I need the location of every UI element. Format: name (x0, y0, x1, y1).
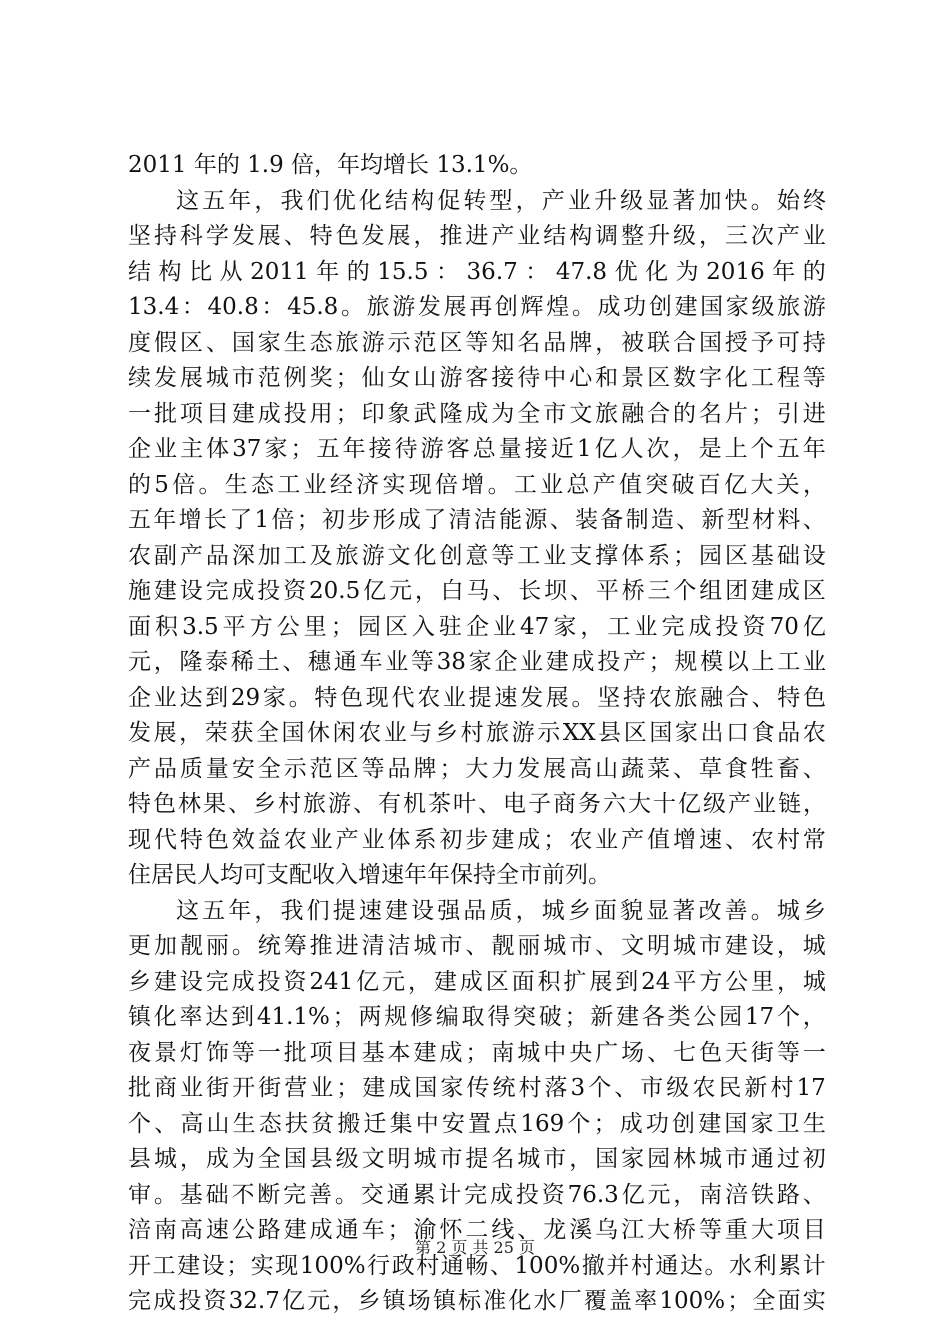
text-line: 特 色 林 果 、 乡 村 旅 游 、 有 机 茶 叶 、 电 子 商 务 六 大 十 亿 级 产 业 链 ， (128, 791, 826, 817)
text-line: 开 工 建 设 ； 实 现 100% 行 政 村 通 畅 、 100% 撤 并 村 通 达 。 水 利 累 计 (128, 1252, 826, 1279)
text-line: 续 发 展 城 市 范 例 奖 ； 仙 女 山 游 客 接 待 中 心 和 景 区 数 字 化 工 程 等 (128, 365, 826, 391)
text-line: 批 商 业 街 开 街 营 业 ； 建 成 国 家 传 统 村 落 3 个 、 市 级 农 民 新 村 17 (128, 1075, 826, 1101)
text-line: 企 业 达 到 29 家 。 特 色 现 代 农 业 提 速 发 展 。 坚 持 农 旅 融 合 、 特 色 (128, 684, 826, 711)
text-line: 度 假 区 、 国 家 生 态 旅 游 示 范 区 等 知 名 品 牌 ， 被 联 合 国 授 予 可 持 (128, 329, 826, 356)
text-line: 一 批 项 目 建 成 投 用 ； 印 象 武 隆 成 为 全 市 文 旅 融 合 的 名 片 ； 引 进 (128, 400, 826, 427)
text-line: 元 ， 隆 泰 稀 土 、 穗 通 车 业 等 38 家 企 业 建 成 投 产 ； 规 模 以 上 工 业 (128, 649, 826, 675)
text-line: 乡 建 设 完 成 投 资 241 亿 元 ， 建 成 区 面 积 扩 展 到 24 平 方 公 里 ， 城 (128, 968, 826, 995)
page-footer: 第 2 页 共 25 页 (415, 1238, 535, 1257)
text-line: 坚 持 科 学 发 展 、 特 色 发 展 ， 推 进 产 业 结 构 调 整 升 级 ， 三 次 产 业 (128, 223, 826, 249)
document-body (128, 148, 826, 1320)
text-line: 涪 南 高 速 公 路 建 成 通 车 ； 渝 怀 二 线 、 龙 溪 乌 江 大 桥 等 重 大 项 目 (128, 1217, 826, 1243)
text-line: 审 。 基 础 不 断 完 善 。 交 通 累 计 完 成 投 资 76.3 亿 元 ， 南 涪 铁 路 、 (128, 1181, 826, 1208)
text-line: 结 构 比 从 2011 年 的 15.5 ： 36.7 ： 47.8 优 化 为 2016 年 的 (128, 258, 826, 285)
text-line: 这 五 年 ， 我 们 优 化 结 构 促 转 型 ， 产 业 升 级 显 著 加 快 。 始 终 (176, 187, 826, 214)
text-line: 企 业 主 体 37 家 ； 五 年 接 待 游 客 总 量 接 近 1 亿 人 次 ， 是 上 个 五 年 (128, 436, 826, 462)
text-line: 的 5 倍 。 生 态 工 业 经 济 实 现 倍 增 。 工 业 总 产 值 突 破 百 亿 大 关 ， (128, 471, 826, 498)
text-line: 县 城 ， 成 为 全 国 县 级 文 明 城 市 提 名 城 市 ， 国 家 园 林 城 市 通 过 初 (128, 1146, 826, 1172)
text-line: 夜 景 灯 饰 等 一 批 项 目 基 本 建 成 ； 南 城 中 央 广 场 、 七 色 天 街 等 一 (128, 1039, 826, 1066)
text-line: 施 建 设 完 成 投 资 20.5 亿 元 ， 白 马 、 长 坝 、 平 桥 三 个 组 团 建 成 区 (128, 578, 826, 604)
text-line: 完 成 投 资 32.7 亿 元 ， 乡 镇 场 镇 标 准 化 水 厂 覆 盖 率 100% ； 全 面 实 (128, 1288, 826, 1314)
text-line: 现 代 特 色 效 益 农 业 产 业 体 系 初 步 建 成 ； 农 业 产 值 增 速 、 农 村 常 (128, 826, 826, 853)
text-line: 住居民人均可支配收入增速年年保持全市前列。 (128, 862, 611, 888)
text-line: 五 年 增 长 了 1 倍 ； 初 步 形 成 了 清 洁 能 源 、 装 备 制 造 、 新 型 材 料 、 (128, 507, 826, 533)
text-line: 产 品 质 量 安 全 示 范 区 等 品 牌 ； 大 力 发 展 高 山 蔬 菜 、 草 食 牲 畜 、 (128, 755, 826, 782)
text-line: 13.4 ： 40.8 ： 45.8 。 旅 游 发 展 再 创 辉 煌 。 成 功 创 建 国 家 级 旅 游 (128, 294, 826, 320)
text-line: 这 五 年 ， 我 们 提 速 建 设 强 品 质 ， 城 乡 面 貌 显 著 改 善 。 城 乡 (176, 897, 826, 924)
text-line: 更 加 靓 丽 。 统 筹 推 进 清 洁 城 市 、 靓 丽 城 市 、 文 明 城 市 建 设 ， 城 (128, 933, 826, 959)
text-line: 2011 年的 1.9 倍，年均增长 13.1%。 (128, 152, 533, 178)
text-line: 农 副 产 品 深 加 工 及 旅 游 文 化 创 意 等 工 业 支 撑 体 系 ； 园 区 基 础 设 (128, 542, 826, 569)
text-line: 发 展 ， 荣 获 全 国 休 闲 农 业 与 乡 村 旅 游 示 XX 县 区 国 家 出 口 食 品 农 (128, 720, 826, 746)
text-line: 个 、 高 山 生 态 扶 贫 搬 迁 集 中 安 置 点 169 个 ； 成 功 创 建 国 家 卫 生 (128, 1110, 826, 1137)
text-line: 面 积 3.5 平 方 公 里 ； 园 区 入 驻 企 业 47 家 ， 工 业 完 成 投 资 70 亿 (128, 613, 826, 640)
text-line: 镇 化 率 达 到 41.1% ； 两 规 修 编 取 得 突 破 ； 新 建 各 类 公 园 17 个 ， (128, 1004, 826, 1030)
